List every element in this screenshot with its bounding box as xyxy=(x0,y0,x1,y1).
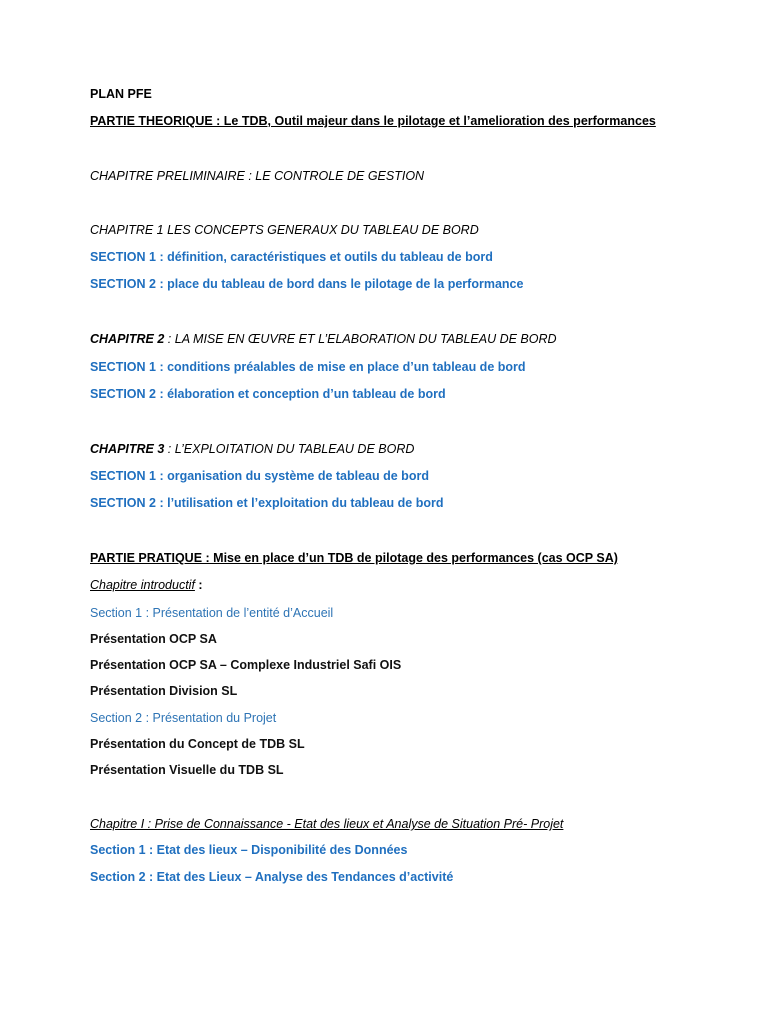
chapitre-1-section-1: SECTION 1 : définition, caractéristiques et outils du tableau de bord xyxy=(90,250,493,264)
partie-pratique-heading: PARTIE PRATIQUE : Mise en place d’un TDB de pilotage des performances (cas OCP SA) xyxy=(90,551,618,565)
chapitre-introductif-colon: : xyxy=(194,578,203,592)
chapitre-i-section-2: Section 2 : Etat des Lieux – Analyse des Tendances d’activité xyxy=(90,870,454,884)
chapitre-3-section-1: SECTION 1 : organisation du système de tableau de bord xyxy=(90,469,429,483)
presentation-division: Présentation Division SL xyxy=(90,684,238,698)
chapitre-3-label: CHAPITRE 3 xyxy=(90,442,165,456)
chapitre-2-label: CHAPITRE 2 xyxy=(90,332,165,346)
chapitre-1-section-2: SECTION 2 : place du tableau de bord dans le pilotage de la performance xyxy=(90,277,524,291)
plan-title: PLAN PFE xyxy=(90,87,152,101)
chapitre-3-section-2: SECTION 2 : l’utilisation et l’exploitation du tableau de bord xyxy=(90,496,444,510)
presentation-visuelle: Présentation Visuelle du TDB SL xyxy=(90,763,284,777)
chapitre-2-section-1: SECTION 1 : conditions préalables de mise en place d’un tableau de bord xyxy=(90,360,526,374)
intro-section-1: Section 1 : Présentation de l’entité d’Accueil xyxy=(90,606,334,620)
chapitre-3-title: : L’EXPLOITATION DU TABLEAU DE BORD xyxy=(164,442,415,456)
chapitre-1-heading: CHAPITRE 1 LES CONCEPTS GENERAUX DU TABLEAU DE BORD xyxy=(90,223,479,237)
chapitre-i-heading: Chapitre I : Prise de Connaissance - Etat des lieux et Analyse de Situation Pré- Projet xyxy=(90,817,564,831)
chapitre-2-section-2: SECTION 2 : élaboration et conception d’un tableau de bord xyxy=(90,387,446,401)
chapitre-introductif-heading xyxy=(90,577,203,593)
chapitre-i-section-1: Section 1 : Etat des lieux – Disponibilité des Données xyxy=(90,843,408,857)
chapitre-preliminaire-heading: CHAPITRE PRELIMINAIRE : LE CONTROLE DE GESTION xyxy=(90,169,425,183)
chapitre-3-heading xyxy=(90,441,414,457)
partie-theorique-heading: PARTIE THEORIQUE : Le TDB, Outil majeur dans le pilotage et l’amelioration des performances xyxy=(90,114,656,128)
chapitre-introductif-label: Chapitre introductif xyxy=(90,578,195,592)
chapitre-2-heading xyxy=(90,331,557,347)
intro-section-2: Section 2 : Présentation du Projet xyxy=(90,711,277,725)
presentation-ocp: Présentation OCP SA xyxy=(90,632,217,646)
presentation-concept: Présentation du Concept de TDB SL xyxy=(90,737,305,751)
presentation-ocp-safi: Présentation OCP SA – Complexe Industriel Safi OIS xyxy=(90,658,402,672)
chapitre-2-title: : LA MISE EN ŒUVRE ET L’ELABORATION DU TABLEAU DE BORD xyxy=(164,332,557,346)
